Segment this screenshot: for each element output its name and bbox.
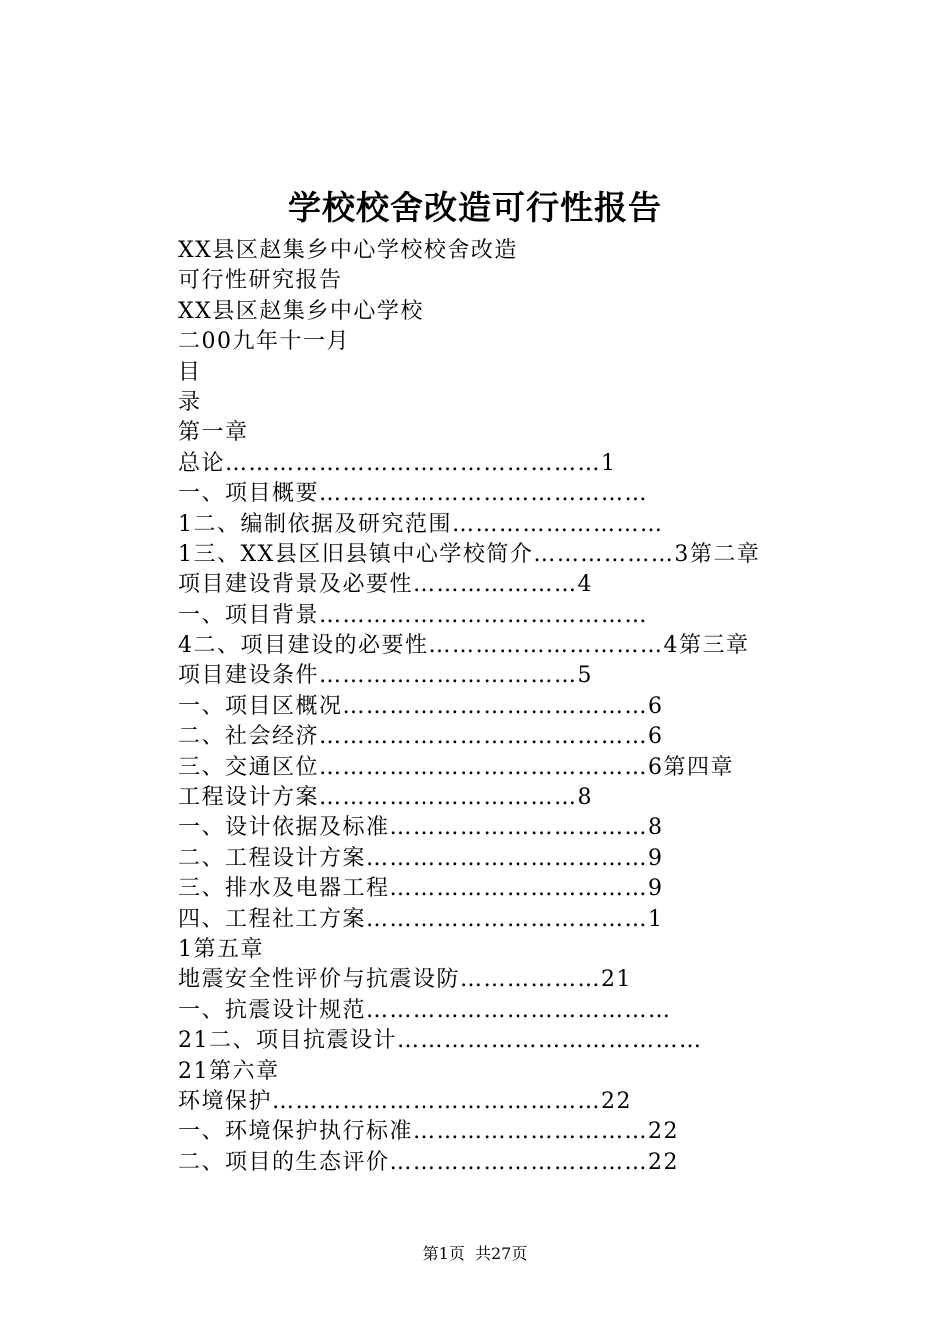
text-line: 一、项目概要……………………………………	[178, 481, 649, 507]
page-footer: 第1页 共27页	[422, 1244, 528, 1263]
text-line: XX县区赵集乡中心学校	[178, 298, 424, 324]
table-of-contents	[178, 236, 878, 1178]
text-line: 21二、项目抗震设计…………………………………	[178, 1028, 703, 1054]
text-line: 三、交通区位……………………………………6第四章	[178, 754, 734, 780]
text-line: 一、抗震设计规范…………………………………	[178, 997, 672, 1023]
text-line: 项目建设条件……………………………5	[178, 663, 593, 689]
text-line: 二、社会经济……………………………………6	[178, 724, 664, 750]
text-line: 二、项目的生态评价……………………………22	[178, 1149, 679, 1175]
text-line: 录	[178, 389, 202, 415]
text-line: 工程设计方案……………………………8	[178, 785, 593, 811]
text-line: XX县区赵集乡中心学校校舍改造	[178, 238, 518, 263]
text-line: 1三、XX县区旧县镇中心学校简介………………3第二章	[178, 541, 761, 567]
text-line: 项目建设背景及必要性…………………4	[178, 572, 593, 598]
text-line: 1第五章	[178, 936, 264, 962]
text-line: 目	[178, 359, 202, 385]
text-line: 四、工程社工方案………………………………1	[178, 906, 664, 932]
text-line: 一、项目区概况…………………………………6	[178, 693, 664, 719]
text-line: 二00九年十一月	[178, 329, 350, 355]
text-line: 总论…………………………………………1	[178, 450, 617, 476]
text-line: 一、项目背景……………………………………	[178, 602, 649, 628]
text-line: 21第六章	[178, 1058, 280, 1084]
text-line: 1二、编制依据及研究范围………………………	[178, 511, 664, 537]
text-line: 一、设计依据及标准……………………………8	[178, 815, 664, 841]
text-line: 三、排水及电器工程……………………………9	[178, 876, 664, 902]
text-line: 第一章	[178, 420, 249, 446]
text-line: 4二、项目建设的必要性…………………………4第三章	[178, 633, 750, 659]
text-line: 环境保护……………………………………22	[178, 1088, 632, 1114]
text-line: 一、环境保护执行标准…………………………22	[178, 1119, 679, 1145]
text-line: 地震安全性评价与抗震设防………………21	[178, 967, 632, 993]
text-line: 可行性研究报告	[178, 268, 343, 294]
document-title: 学校校舍改造可行性报告	[288, 188, 662, 227]
text-line: 二、工程设计方案………………………………9	[178, 845, 664, 871]
